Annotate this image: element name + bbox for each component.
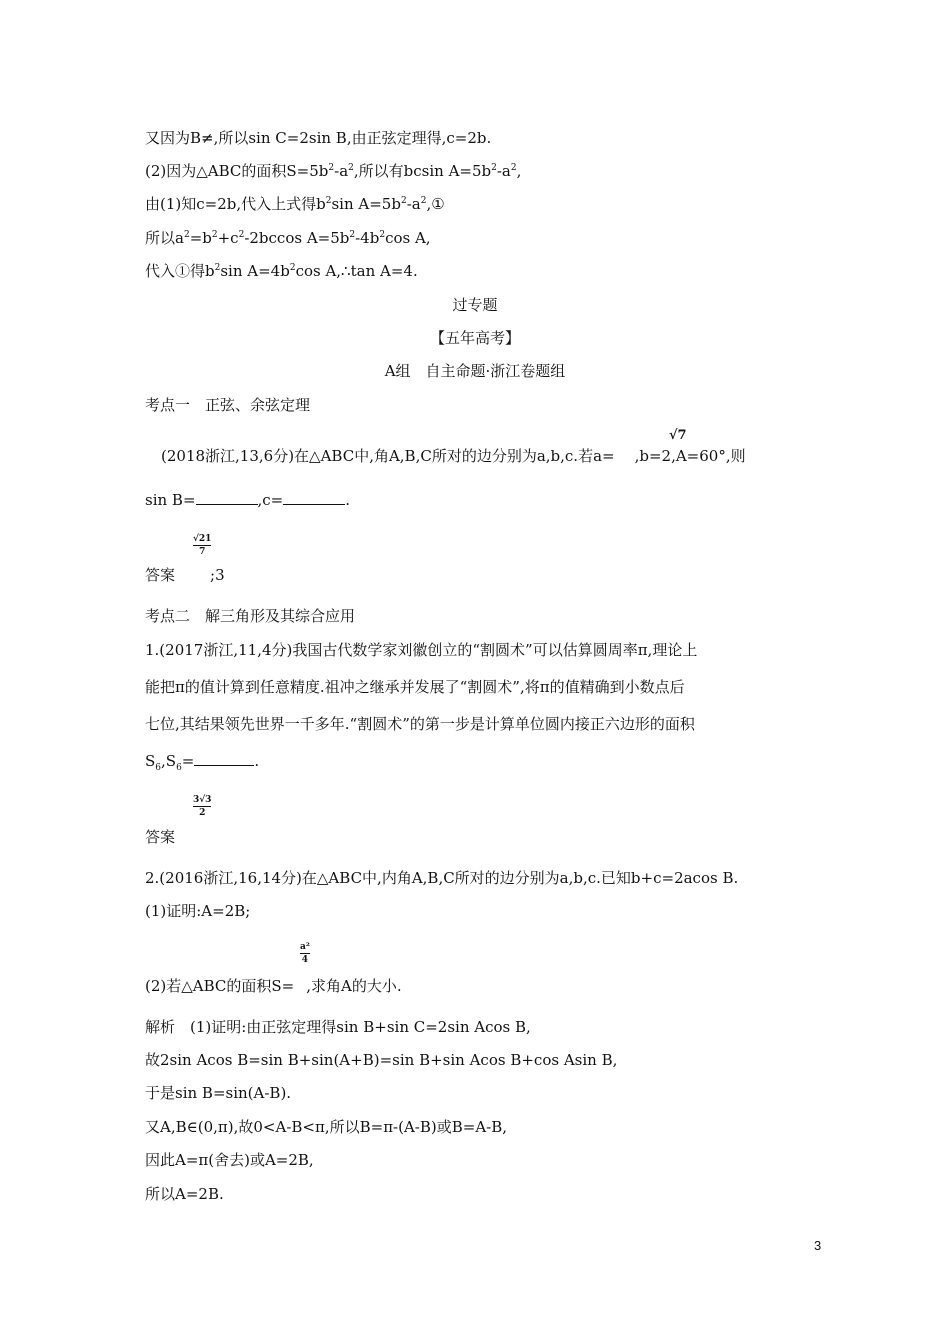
fraction-bar [300, 953, 310, 954]
area-fraction [300, 942, 310, 965]
question-line [145, 490, 350, 510]
answer-blank [194, 751, 254, 766]
superscript: 2 [510, 163, 517, 173]
question-line [161, 446, 746, 466]
question-line: (1)证明:A=2B; [145, 902, 251, 920]
bracket-heading: 【五年高考】 [429, 329, 520, 347]
answer-fraction [193, 534, 211, 557]
text: cos A,∴tan A=4. [295, 262, 418, 280]
solution-line: 又A,B∈(0,π),故0<A-B<π,所以B=π-(A-B)或B=A-B, [145, 1118, 508, 1136]
text: (2)因为△ABC的面积S=5b [145, 162, 329, 180]
text: ,求角A的大小. [306, 977, 402, 995]
question-line [145, 751, 259, 771]
topic-heading: 考点二 解三角形及其综合应用 [145, 607, 356, 625]
root-seven: √7 [669, 428, 687, 443]
text: 代入①得b [145, 262, 215, 280]
fraction-denominator: 2 [199, 808, 206, 818]
superscript: 2 [379, 230, 386, 240]
text-line [145, 261, 418, 281]
superscript: 2 [183, 230, 190, 240]
question-line: 1.(2017浙江,11,4分)我国古代数学家刘徽创立的“割圆术”可以估算圆周率π,理论上 [145, 641, 698, 659]
page-number: 3 [814, 1238, 822, 1253]
group-heading: A组 自主命题·浙江卷题组 [384, 362, 566, 380]
subscript: 6 [176, 763, 182, 773]
text: ;3 [210, 566, 225, 584]
text: . [254, 752, 260, 770]
superscript: 2 [420, 196, 427, 206]
superscript: 2 [211, 230, 218, 240]
text-line [145, 128, 491, 148]
superscript: 2 [348, 163, 354, 173]
fraction-denominator: 7 [199, 547, 206, 557]
text: ,b=2,A=60°,则 [634, 447, 746, 465]
question-line: 2.(2016浙江,16,14分)在△ABC中,内角A,B,C所对的边分别为a,b,c.已知b+c=2acos B. [145, 869, 739, 887]
text: -2bccos A=5b [244, 229, 350, 247]
question-line [145, 976, 402, 996]
text-line [145, 228, 431, 248]
solution-line: 所以A=2B. [145, 1185, 224, 1203]
fraction-numerator: 3√3 [193, 795, 212, 805]
fraction-denominator: 4 [301, 955, 309, 965]
text: (2018浙江,13,6分)在△ABC中,角A,B,C所对的边分别为a,b,c.若a= [161, 447, 615, 465]
superscript: 2 [214, 263, 221, 273]
superscript: 2 [328, 163, 335, 173]
answer-line [145, 565, 225, 585]
text: ,S [161, 752, 177, 770]
solution-line: 解析 (1)证明:由正弦定理得sin B+sin C=2sin Acos B, [145, 1018, 531, 1036]
answer-label: 答案 [145, 828, 176, 846]
fraction-numerator: a² [300, 942, 310, 952]
solution-line: 于是sin B=sin(A-B). [145, 1084, 292, 1102]
answer-fraction [193, 795, 211, 818]
text: -a [406, 195, 421, 213]
superscript: 2 [325, 196, 332, 206]
superscript: 2 [349, 230, 356, 240]
text: sin A=5b [331, 195, 401, 213]
solution-line: 故2sin Acos B=sin B+sin(A+B)=sin B+sin Acos B+cos Asin B, [145, 1051, 618, 1069]
text: cos A, [385, 229, 431, 247]
text: . [345, 491, 351, 509]
question-line: 能把π的值计算到任意精度.祖冲之继承并发展了“割圆术”,将π的值精确到小数点后 [145, 678, 685, 696]
text: , [516, 162, 522, 180]
text: -a [496, 162, 511, 180]
text: (2)若△ABC的面积S= [145, 977, 295, 995]
text-line [145, 161, 521, 181]
fraction-bar [193, 806, 211, 807]
topic-heading: 考点一 正弦、余弦定理 [145, 396, 311, 414]
question-line: 七位,其结果领先世界一千多年.“割圆术”的第一步是计算单位圆内接正六边形的面积 [145, 715, 695, 733]
text: -a [334, 162, 349, 180]
text: -4b [355, 229, 380, 247]
answer-blank [196, 490, 258, 505]
section-heading: 过专题 [452, 296, 498, 314]
answer-label: 答案 [145, 566, 176, 584]
subscript: 6 [155, 763, 162, 773]
text: sin B= [145, 491, 196, 509]
text: ,① [426, 195, 445, 213]
text: S [145, 752, 156, 770]
text: ,c= [257, 491, 284, 509]
fraction-numerator: √21 [193, 534, 212, 544]
text: =b [189, 229, 212, 247]
text-line [145, 194, 445, 214]
solution-line: 因此A=π(舍去)或A=2B, [145, 1151, 314, 1169]
superscript: 2 [238, 230, 245, 240]
text: sin A=4b [220, 262, 290, 280]
answer-blank [283, 490, 345, 505]
text: 又因为B≠,所以sin C=2sin B,由正弦定理得,c=2b. [145, 129, 492, 147]
superscript: 2 [289, 263, 296, 273]
superscript: 2 [491, 163, 497, 173]
superscript: 2 [400, 196, 407, 206]
text: ,所以有bcsin A=5b [353, 162, 492, 180]
text: 所以a [145, 229, 184, 247]
fraction-bar [193, 545, 211, 546]
text: = [181, 752, 195, 770]
text: 由(1)知c=2b,代入上式得b [145, 195, 326, 213]
text: +c [217, 229, 239, 247]
